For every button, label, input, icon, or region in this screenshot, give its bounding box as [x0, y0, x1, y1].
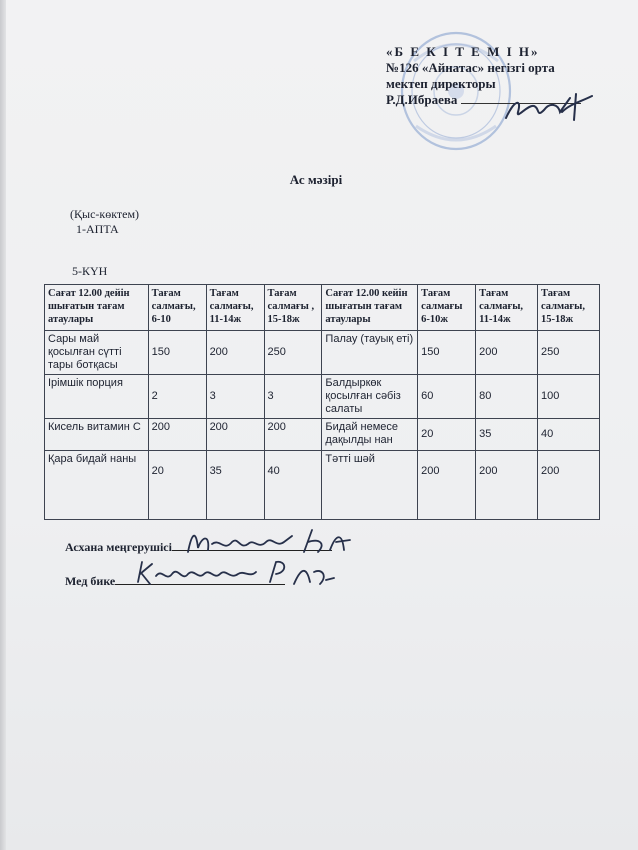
- table-row: [45, 419, 600, 451]
- table-cell: 35: [206, 451, 264, 520]
- table-cell: 3: [206, 375, 264, 419]
- table-cell: 200: [206, 331, 264, 375]
- table-cell: 80: [476, 375, 538, 419]
- table-cell: 200: [418, 451, 476, 520]
- table-header: Тағам салмағы, 6-10: [148, 285, 206, 331]
- table-cell: 3: [264, 375, 322, 419]
- table-cell: Сары май қосылған сүтті тары ботқасы: [45, 331, 149, 375]
- approval-line-position: мектеп директоры: [386, 76, 496, 91]
- table-cell: 150: [418, 331, 476, 375]
- week-label: 1-АПТА: [76, 222, 119, 236]
- table-cell: 200: [476, 451, 538, 520]
- table-cell: Палау (тауық еті): [322, 331, 418, 375]
- table-cell: 200: [264, 419, 322, 451]
- table-cell: Кисель витамин С: [45, 419, 149, 451]
- table-cell: 250: [264, 331, 322, 375]
- table-cell: Бидай немесе дақылды нан: [322, 419, 418, 451]
- table-cell: 35: [476, 419, 538, 451]
- table-cell: Ірімшік порция: [45, 375, 149, 419]
- director-signature: [500, 90, 600, 126]
- table-row: [45, 375, 600, 419]
- nurse-signature: [130, 554, 340, 594]
- table-header: Тағам салмағы, 11-14ж: [206, 285, 264, 331]
- nurse-label: Мед бике: [65, 574, 116, 588]
- approval-line-school: №126 «Айнатас» негізгі орта: [386, 60, 555, 75]
- cook-label: Асхана меңгерушісі: [65, 540, 172, 554]
- table-cell: Тәтті шәй: [322, 451, 418, 520]
- table-cell: 40: [538, 419, 600, 451]
- day-label: 5-КҮН: [72, 264, 108, 278]
- table-header: Тағам салмағы 6-10ж: [418, 285, 476, 331]
- table-cell: 150: [148, 331, 206, 375]
- table-cell: 200: [206, 419, 264, 451]
- menu-table: [44, 284, 600, 520]
- table-cell: Балдыркөк қосылған сәбіз салаты: [322, 375, 418, 419]
- table-row: [45, 331, 600, 375]
- table-cell: 100: [538, 375, 600, 419]
- table-cell: 200: [476, 331, 538, 375]
- table-header: Тағам салмағы, 15-18ж: [538, 285, 600, 331]
- table-cell: 2: [148, 375, 206, 419]
- table-header: Сағат 12.00 дейін шығатын тағам атаулары: [45, 285, 149, 331]
- season-label: (Қыс-көктем): [70, 207, 140, 221]
- table-row: [45, 451, 600, 520]
- table-cell: 200: [148, 419, 206, 451]
- table-cell: 40: [264, 451, 322, 520]
- table-cell: 20: [148, 451, 206, 520]
- approval-title: «Б Е К І Т Е М І Н»: [386, 44, 540, 59]
- table-header: Тағам салмағы, 11-14ж: [476, 285, 538, 331]
- table-cell: 20: [418, 419, 476, 451]
- approval-line-name: Р.Д.Ибраева: [386, 92, 458, 107]
- document-title: Ас мәзірі: [289, 172, 343, 187]
- table-cell: 60: [418, 375, 476, 419]
- table-header-row: [45, 285, 600, 331]
- table-cell: 250: [538, 331, 600, 375]
- table-cell: 200: [538, 451, 600, 520]
- table-header: Тағам салмағы , 15-18ж: [264, 285, 322, 331]
- table-header: Сағат 12.00 кейін шығатын тағам атаулары: [322, 285, 418, 331]
- table-cell: Қара бидай наны: [45, 451, 149, 520]
